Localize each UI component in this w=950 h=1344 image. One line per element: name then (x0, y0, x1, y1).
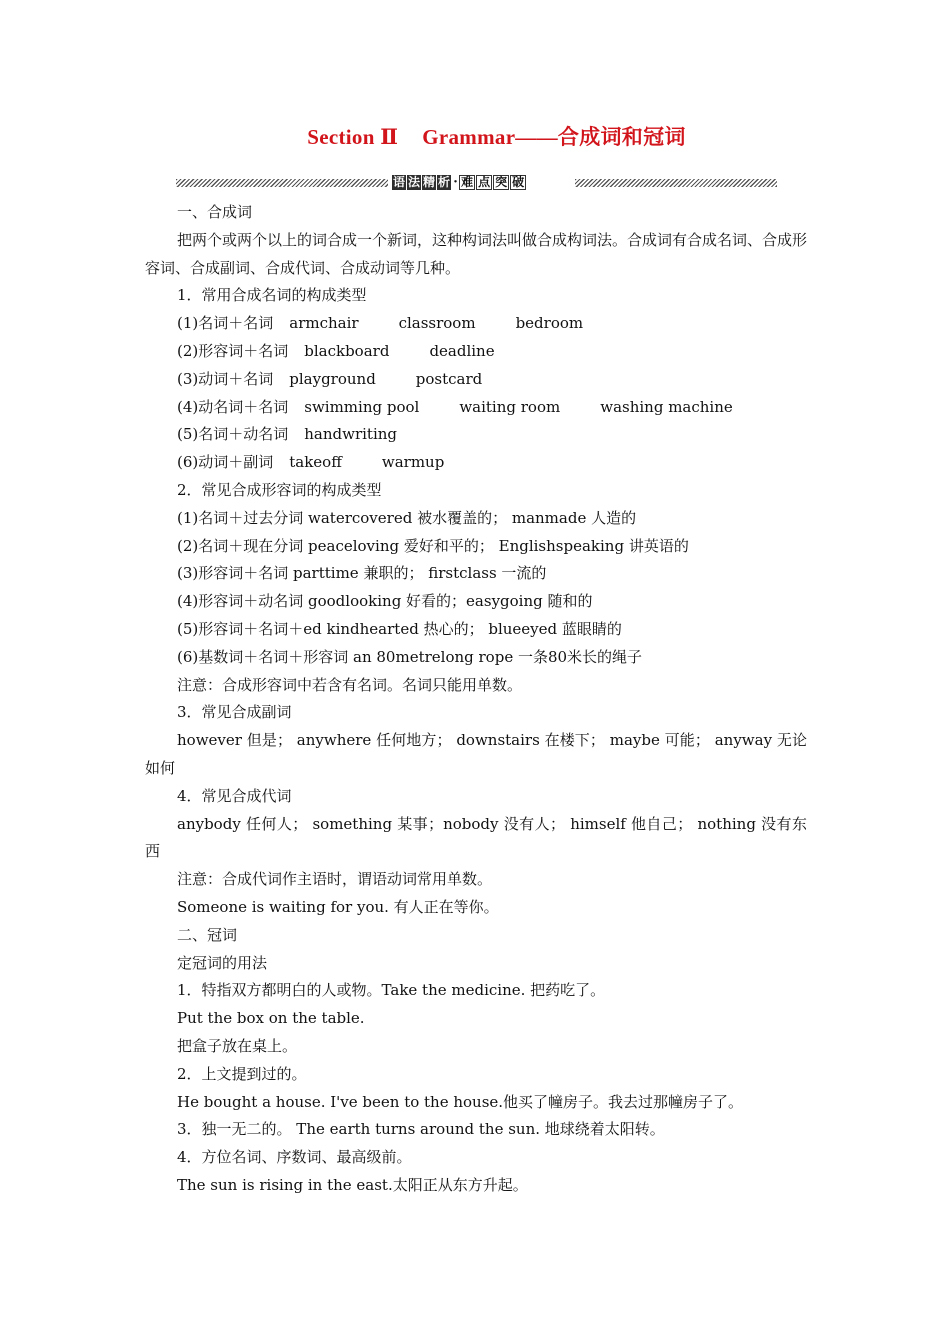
heading-compound-words: 一、合成词 (177, 203, 253, 221)
pronoun-list: anybody 任何人； something 某事；nobody 没有人； himself 他自己； nothing 没有东西 (145, 814, 807, 861)
example-word: postcard (415, 369, 483, 388)
banner-hatch-left (176, 179, 388, 187)
example-word: blackboard (304, 341, 390, 360)
type-label: (6)动词＋副词 (177, 453, 274, 472)
banner-dot: · (453, 175, 458, 190)
type-row (145, 394, 807, 422)
usage-rule: 1．特指双方都明白的人或物。Take the medicine. 把药吃了。 (177, 981, 606, 1000)
type-line: (5)形容词＋名词＋ed kindhearted 热心的； blueeyed 蓝眼睛的 (177, 619, 622, 638)
note: 注意：合成形容词中若含有名词。名词只能用单数。 (177, 675, 523, 694)
banner-char: 精 (423, 175, 436, 189)
example-word: takeoff (289, 453, 342, 472)
example-sentence: Put the box on the table. (177, 1009, 365, 1028)
subheading: 1．常用合成名词的构成类型 (177, 286, 367, 305)
type-label: (4)动名词＋名词 (177, 397, 289, 416)
page-title (0, 121, 950, 151)
adverb-list: however 但是； anywhere 任何地方； downstairs 在楼下； maybe 可能； anyway 无论如何 (145, 731, 807, 777)
usage-rule: 2．上文提到过的。 (177, 1064, 307, 1083)
usage-rule: 3．独一无二的。 The earth turns around the sun. 地球绕着太阳转。 (177, 1120, 665, 1139)
note: 注意：合成代词作主语时，谓语动词常用单数。 (177, 870, 493, 889)
type-label: (1)名词＋名词 (177, 314, 274, 333)
example-sentence: Someone is waiting for you. 有人正在等你。 (177, 897, 499, 916)
banner-char: 法 (408, 175, 421, 189)
subheading: 定冠词的用法 (177, 953, 268, 972)
example-word: playground (289, 369, 376, 388)
paragraph-intro: 把两个或两个以上的词合成一个新词，这种构词法叫做合成构词法。合成词有合成名词、合成形容词、合成副词、合成代词、合成动词等几种。 (145, 230, 808, 277)
banner-char: 点 (478, 175, 491, 189)
subheading: 4．常见合成代词 (177, 786, 292, 805)
example-word: swimming pool (304, 397, 420, 416)
type-row (145, 310, 807, 338)
example-word: handwriting (304, 425, 398, 444)
banner-char: 难 (461, 175, 474, 189)
type-line: (2)名词＋现在分词 peaceloving 爱好和平的； Englishspeaking 讲英语的 (177, 536, 689, 555)
type-label: (2)形容词＋名词 (177, 341, 289, 360)
type-label: (5)名词＋动名词 (177, 425, 289, 444)
banner-char: 语 (393, 175, 406, 189)
example-word: bedroom (515, 314, 584, 333)
example-sentence: The sun is rising in the east.太阳正从东方升起。 (177, 1175, 528, 1194)
type-row (145, 421, 807, 449)
type-row (145, 449, 807, 477)
subheading: 2．常见合成形容词的构成类型 (177, 480, 382, 499)
example-sentence: He bought a house. I've been to the house.他买了幢房子。我去过那幢房子了。 (177, 1092, 744, 1111)
example-word: waiting room (459, 397, 561, 416)
example-word: deadline (429, 341, 495, 360)
banner-tabs (392, 174, 527, 191)
example-translation: 把盒子放在桌上。 (177, 1036, 298, 1055)
type-row (145, 366, 807, 394)
title-section: Section Ⅱ (307, 125, 399, 149)
example-word: classroom (398, 314, 476, 333)
example-word: warmup (381, 453, 445, 472)
document-body (145, 199, 807, 1200)
usage-rule: 4．方位名词、序数词、最高级前。 (177, 1148, 412, 1167)
banner-char: 突 (495, 175, 508, 189)
title-topic: Grammar——合成词和冠词 (422, 125, 686, 149)
subheading: 3．常见合成副词 (177, 703, 292, 722)
type-row (145, 338, 807, 366)
example-word: armchair (289, 314, 359, 333)
type-line: (6)基数词＋名词＋形容词 an 80metrelong rope 一条80米长的绳子 (177, 647, 643, 666)
type-line: (1)名词＋过去分词 watercovered 被水覆盖的； manmade 人造的 (177, 508, 637, 527)
example-word: washing machine (600, 397, 733, 416)
banner-hatch-right (575, 179, 777, 187)
heading-articles: 二、冠词 (177, 925, 238, 944)
type-line: (4)形容词＋动名词 goodlooking 好看的；easygoing 随和的 (177, 592, 593, 611)
section-banner (176, 174, 777, 191)
banner-char: 破 (512, 175, 525, 189)
type-label: (3)动词＋名词 (177, 369, 274, 388)
banner-char: 析 (438, 175, 451, 189)
type-line: (3)形容词＋名词 parttime 兼职的； firstclass 一流的 (177, 564, 547, 583)
